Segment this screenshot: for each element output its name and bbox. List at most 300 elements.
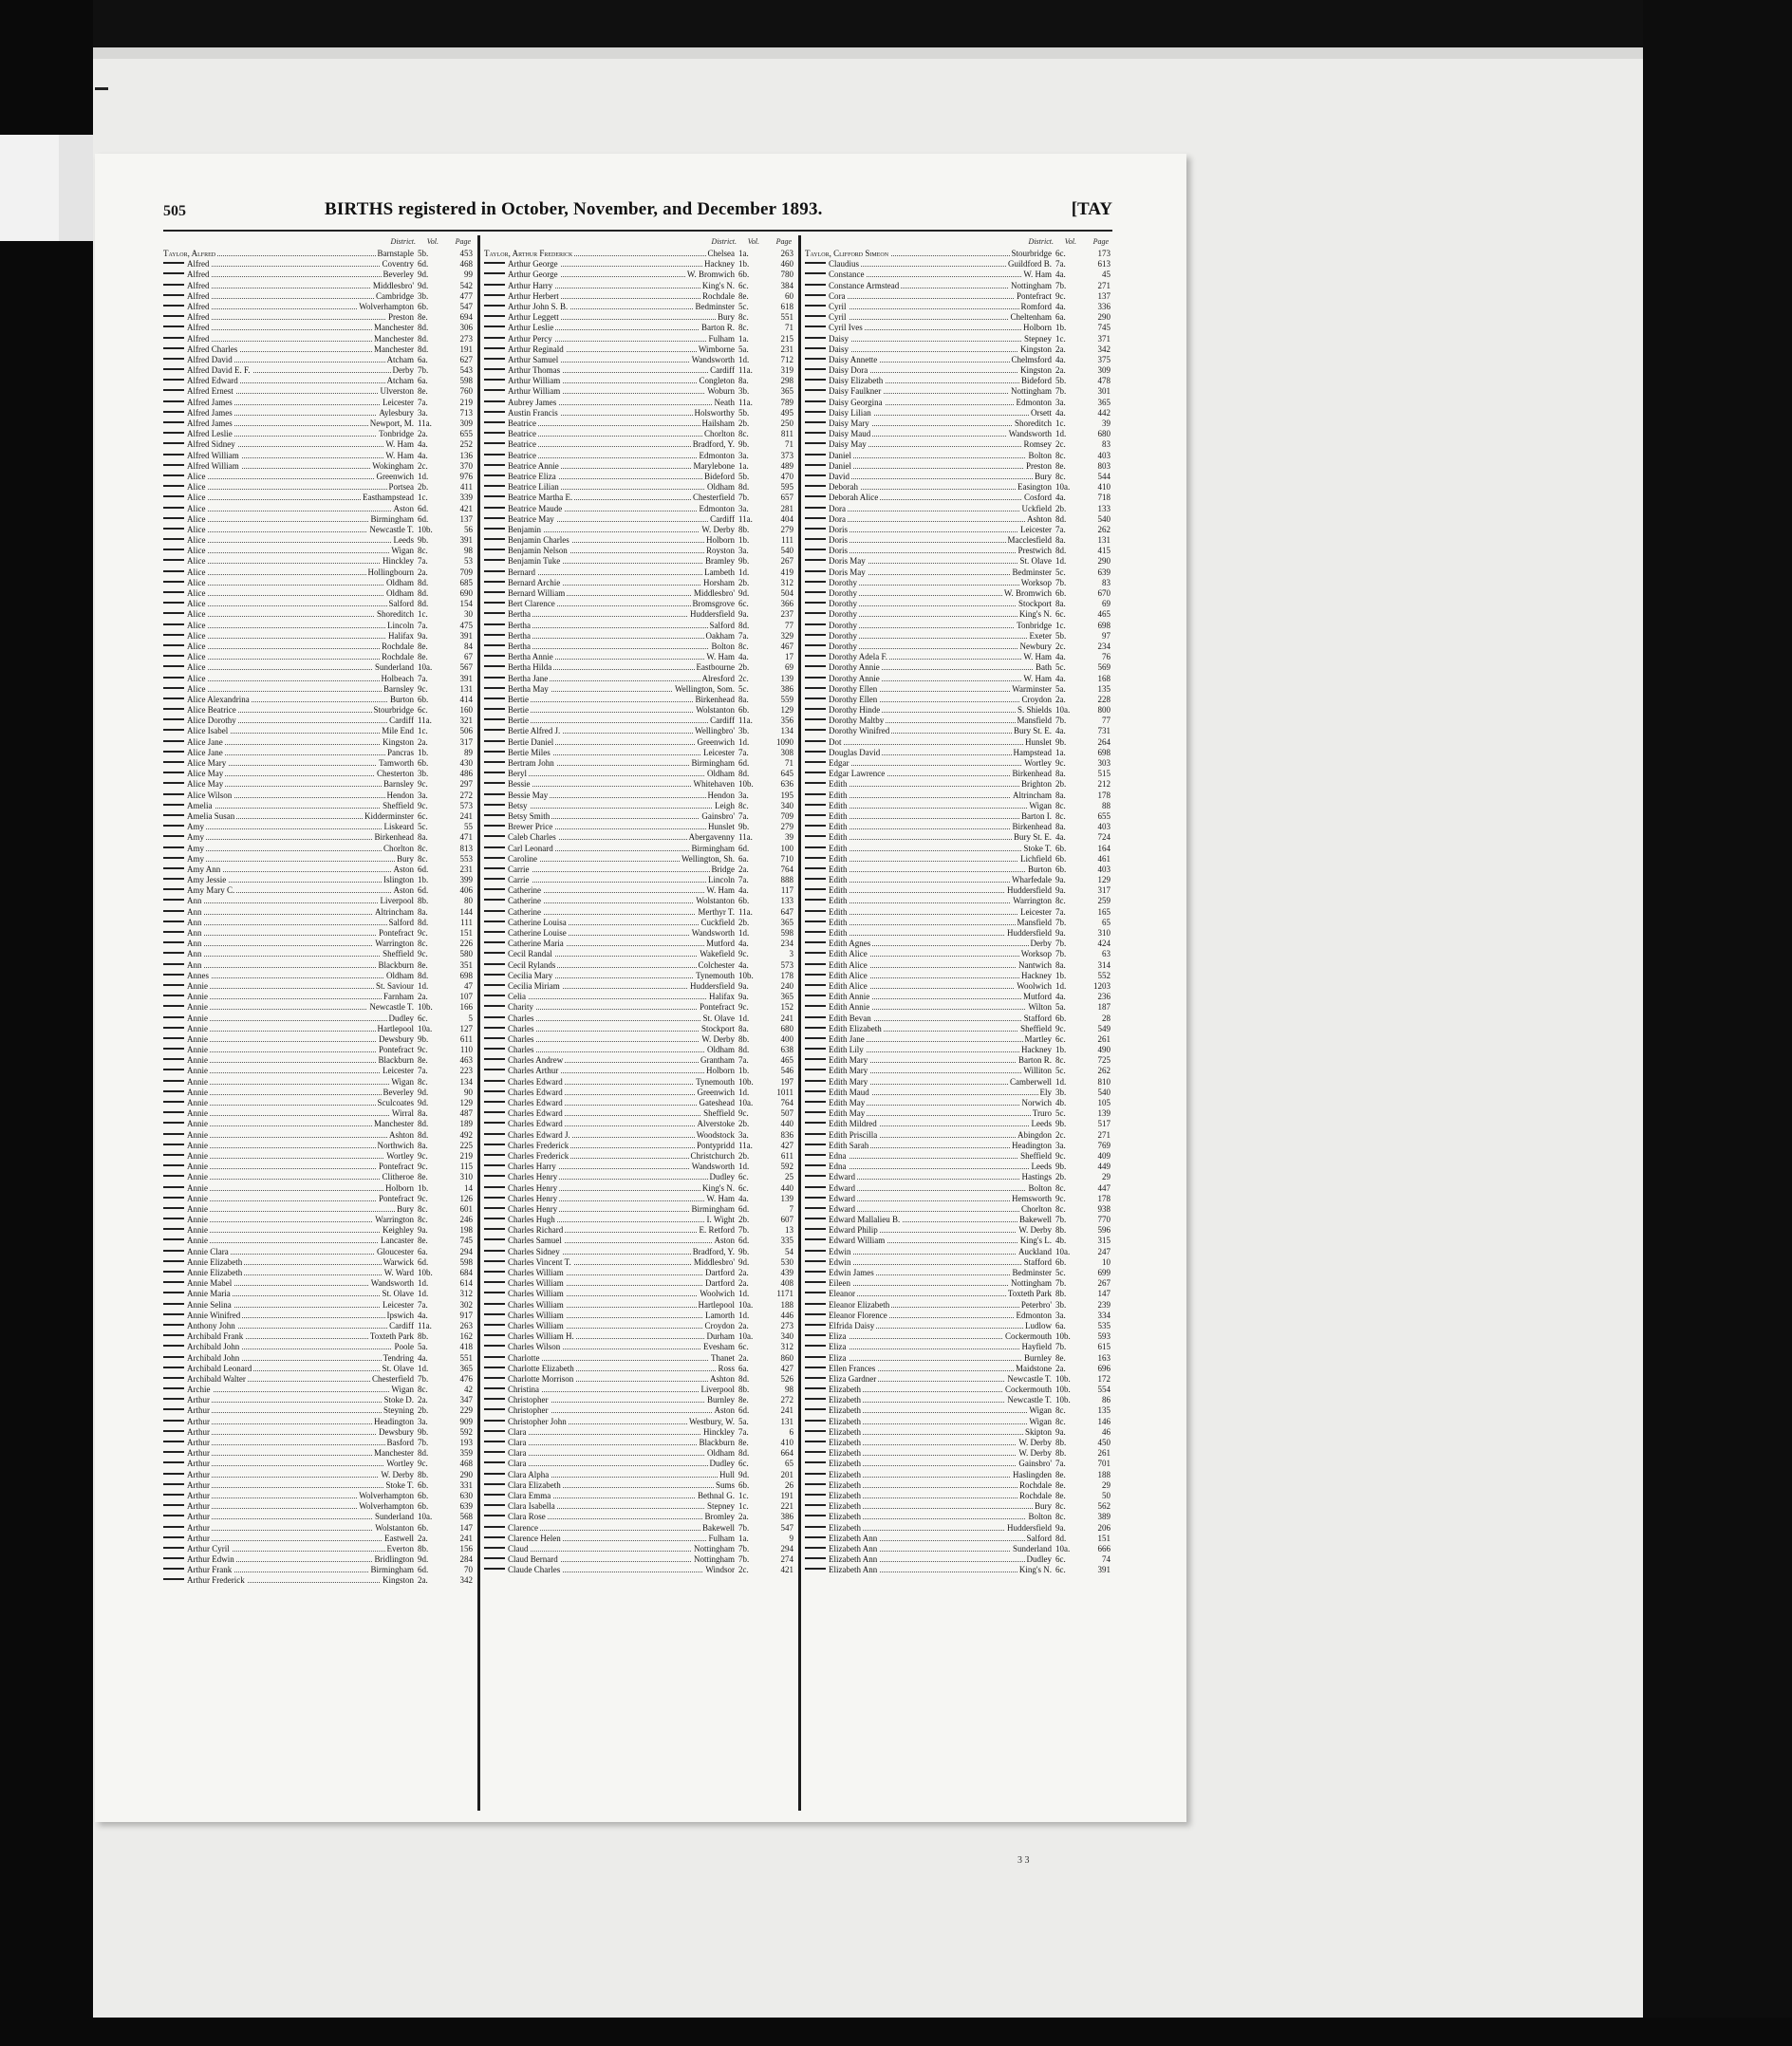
- entry-volume: 2a.: [418, 992, 428, 1002]
- ditto-dash: [163, 1090, 184, 1092]
- entry-page: 135: [1097, 683, 1111, 694]
- entry-name: [805, 1491, 863, 1501]
- entry-name: [484, 259, 560, 270]
- entry-district: Newbury: [1019, 641, 1052, 651]
- ditto-dash: [805, 1557, 826, 1559]
- register-entry: [163, 1405, 475, 1416]
- register-entry: [805, 896, 1112, 906]
- entry-volume: 6a.: [738, 853, 749, 864]
- entry-volume: 2b.: [418, 1405, 429, 1416]
- entry-district: W. Bromwich: [686, 270, 735, 280]
- entry-given-name: Clara: [508, 1459, 527, 1469]
- ditto-dash: [163, 1568, 184, 1570]
- entry-given-name: Benjamin Nelson: [508, 546, 568, 556]
- entry-name: [163, 631, 208, 642]
- register-entry: [163, 546, 475, 556]
- entry-volume: 2b.: [738, 418, 750, 428]
- entry-district: Chelsea: [707, 249, 735, 258]
- entry-volume: 2a.: [738, 1268, 749, 1277]
- register-entry: [163, 1331, 475, 1342]
- entry-name: [484, 312, 561, 323]
- entry-district: Rochdale: [382, 641, 414, 651]
- ditto-dash: [484, 1430, 505, 1432]
- entry-district: Wolverhampton: [359, 301, 414, 311]
- entry-given-name: Cyril: [829, 301, 847, 311]
- entry-name: [805, 344, 850, 355]
- entry-district: Gateshead: [699, 1098, 735, 1107]
- entry-volume: 1b.: [418, 875, 429, 885]
- register-entry: [484, 1364, 795, 1374]
- entry-name: [805, 726, 891, 736]
- entry-volume: 10a.: [1055, 1246, 1071, 1256]
- entry-volume: 1d.: [738, 354, 750, 364]
- entry-name: [484, 386, 562, 397]
- entry-district: Bolton: [1028, 450, 1052, 460]
- entry-page: 710: [780, 853, 793, 864]
- entry-given-name: Daisy Lilian: [829, 407, 871, 418]
- entry-page: 272: [780, 1395, 793, 1405]
- register-entry: [805, 355, 1112, 365]
- entry-page: 84: [464, 641, 473, 651]
- entry-name: [805, 854, 849, 865]
- entry-district: Sheffield: [383, 949, 414, 959]
- entry-volume: 8d.: [738, 769, 750, 779]
- column-header: [163, 235, 475, 249]
- entry-page: 655: [459, 429, 473, 439]
- register-entry: [484, 281, 795, 291]
- entry-given-name: Annes: [187, 970, 209, 980]
- entry-name: [805, 535, 849, 546]
- entry-given-name: Charles Edward: [508, 1119, 563, 1129]
- entry-given-name: Alice Beatrice: [187, 705, 236, 716]
- entry-district: Rochdale: [1019, 1479, 1052, 1490]
- register-entry: [484, 270, 795, 280]
- entry-page: 764: [780, 864, 793, 874]
- entry-page: 547: [459, 301, 473, 311]
- entry-volume: 7a.: [418, 1066, 428, 1076]
- register-entry: [805, 621, 1112, 631]
- register-entry: [805, 695, 1112, 705]
- register-entry: [805, 875, 1112, 885]
- entry-volume: 9c.: [1055, 758, 1066, 768]
- entry-volume: 8c.: [1055, 1512, 1066, 1522]
- entry-given-name: Edith: [829, 864, 848, 874]
- ditto-dash: [163, 1292, 184, 1293]
- entry-given-name: Alfred Sidney: [187, 439, 235, 450]
- register-entry: [163, 1289, 475, 1299]
- entry-volume: 6d.: [418, 1565, 429, 1575]
- ditto-dash: [805, 1451, 826, 1453]
- entry-page: 639: [1097, 567, 1111, 577]
- register-entry: [484, 1480, 795, 1491]
- register-entry: [484, 631, 795, 642]
- entry-given-name: Dorothy Hinde: [829, 705, 881, 716]
- entry-given-name: Cecilia Miriam: [508, 980, 560, 991]
- entry-volume: 2c.: [738, 1565, 749, 1575]
- entry-volume: 7b.: [1055, 917, 1067, 927]
- register-entry: [484, 1247, 795, 1257]
- ditto-dash: [163, 464, 184, 466]
- entry-given-name: Annie: [187, 1150, 208, 1161]
- entry-district: Farnham: [383, 992, 414, 1002]
- entry-district: Hailsham: [701, 418, 735, 428]
- entry-volume: 9c.: [418, 800, 428, 810]
- entry-district: Greenwich: [376, 471, 414, 481]
- register-entry: [163, 1077, 475, 1088]
- entry-given-name: Charles Richard: [508, 1225, 564, 1236]
- register-entry: [163, 1554, 475, 1565]
- register-entry: [805, 1417, 1112, 1427]
- entry-page: 317: [459, 736, 473, 747]
- entry-name: [163, 971, 211, 981]
- entry-page: 83: [1102, 439, 1111, 450]
- entry-volume: 2c.: [1055, 439, 1066, 450]
- entry-name: [805, 1342, 849, 1352]
- ditto-dash: [163, 1526, 184, 1528]
- entry-given-name: Alice: [187, 535, 206, 546]
- entry-given-name: Carl Leonard: [508, 843, 553, 853]
- entry-given-name: Edwin James: [829, 1268, 874, 1277]
- register-entry: [805, 1554, 1112, 1565]
- entry-name: [163, 1575, 247, 1586]
- ditto-dash: [484, 1441, 505, 1442]
- header-rule: [163, 230, 1112, 232]
- entry-district: Liskeard: [383, 822, 414, 832]
- register-entry: [805, 1427, 1112, 1438]
- entry-page: 439: [780, 1268, 793, 1277]
- entry-district: Toxteth Park: [369, 1331, 414, 1342]
- ditto-dash: [163, 442, 184, 444]
- entry-page: 607: [780, 1215, 793, 1225]
- entry-name: [805, 588, 859, 599]
- ditto-dash: [484, 729, 505, 731]
- ditto-dash: [163, 1536, 184, 1538]
- ditto-dash: [163, 1461, 184, 1463]
- entry-district: Everton: [386, 1543, 414, 1553]
- entry-page: 107: [459, 992, 473, 1002]
- register-entry: [484, 408, 795, 418]
- register-page: [95, 154, 1186, 1866]
- entry-page: 30: [464, 609, 473, 620]
- ditto-dash: [163, 1494, 184, 1496]
- entry-given-name: Ellen Frances: [829, 1363, 876, 1373]
- entry-name: [805, 1183, 857, 1194]
- entry-name: [484, 1014, 536, 1024]
- entry-page: 5: [468, 1013, 473, 1023]
- entry-district: Gainsbro': [701, 810, 735, 821]
- ditto-dash: [484, 538, 505, 540]
- register-entry: [484, 504, 795, 514]
- entry-district: Huddersfield: [690, 980, 735, 991]
- register-entry: [484, 1204, 795, 1215]
- entry-volume: 2a.: [418, 1533, 428, 1543]
- register-entry: [484, 1172, 795, 1182]
- entry-district: Salford: [388, 599, 414, 609]
- entry-given-name: Beatrice Annie: [508, 460, 559, 471]
- entry-page: 26: [785, 1479, 793, 1490]
- entry-name: [805, 1268, 876, 1278]
- entry-name: [163, 1342, 241, 1352]
- entry-volume: 8b.: [738, 524, 750, 534]
- entry-district: Bridlington: [374, 1554, 414, 1565]
- entry-given-name: Charles Wilson: [508, 1342, 561, 1352]
- entry-district: Huddersfield: [1007, 885, 1052, 896]
- ditto-dash: [805, 507, 826, 509]
- entry-district: W. Ham: [1023, 673, 1052, 683]
- entry-page: 263: [780, 249, 793, 258]
- entry-page: 111: [781, 535, 793, 546]
- scan-top-edge: [93, 47, 1643, 59]
- entry-given-name: Beatrice: [508, 450, 536, 460]
- entry-given-name: Benjamin Tuke: [508, 556, 561, 567]
- entry-given-name: Cecil Randal: [508, 949, 552, 959]
- entry-given-name: Catherine Maria: [508, 939, 564, 949]
- register-entry: [805, 599, 1112, 609]
- entry-page: 261: [1097, 1033, 1111, 1044]
- entry-name: [805, 281, 901, 291]
- entry-page: 154: [459, 599, 473, 609]
- entry-district: Birkenhead: [374, 832, 414, 843]
- register-entry: [163, 429, 475, 439]
- entry-volume: 6c.: [738, 1182, 749, 1193]
- entry-name: [484, 249, 574, 259]
- ditto-dash: [805, 634, 826, 636]
- entry-district: Shoreditch: [1015, 418, 1052, 428]
- entry-page: 98: [785, 1385, 793, 1395]
- entry-given-name: Alfred William: [187, 450, 239, 460]
- entry-name: [484, 1331, 576, 1342]
- entry-volume: 1d.: [418, 980, 429, 991]
- column-header-page: Page: [775, 237, 792, 246]
- ditto-dash: [484, 528, 505, 530]
- register-entry: [805, 525, 1112, 535]
- register-entry: [484, 1300, 795, 1311]
- entry-page: 655: [1097, 810, 1111, 821]
- entry-volume: 1d.: [738, 567, 750, 577]
- entry-page: 440: [780, 1119, 793, 1129]
- entry-page: 410: [1097, 482, 1111, 493]
- ditto-dash: [484, 262, 505, 264]
- entry-given-name: Dorothy Ellen: [829, 683, 878, 694]
- entry-list: [805, 249, 1112, 1575]
- entry-district: Grantham: [700, 1055, 735, 1066]
- entry-district: Cardiff: [710, 716, 735, 726]
- ditto-dash: [484, 761, 505, 763]
- entry-district: Lichfield: [1020, 853, 1052, 864]
- register-entry: [163, 1575, 475, 1586]
- entry-volume: 11a.: [738, 832, 753, 843]
- entry-page: 273: [780, 1320, 793, 1330]
- entry-name: [484, 482, 561, 493]
- entry-volume: 7b.: [1055, 949, 1067, 959]
- dot-leader: [167, 902, 414, 903]
- entry-given-name: Edith Sarah: [829, 1140, 869, 1150]
- entry-district: Sheffield: [1020, 1150, 1052, 1161]
- entry-given-name: Cyril: [829, 312, 847, 323]
- entry-page: 724: [1097, 832, 1111, 843]
- entry-name: [484, 439, 538, 450]
- entry-volume: 9b.: [418, 1033, 429, 1044]
- entry-volume: 8d.: [738, 620, 750, 630]
- entry-name: [805, 1300, 891, 1311]
- entry-page: 115: [459, 1162, 473, 1172]
- entry-page: 197: [780, 1076, 793, 1087]
- entry-volume: 4a.: [738, 959, 749, 970]
- entry-given-name: Annie: [187, 1023, 208, 1033]
- entry-page: 152: [780, 1002, 793, 1013]
- entry-district: Hull: [719, 1469, 735, 1479]
- entry-volume: 3a.: [738, 1129, 749, 1140]
- register-entry: [484, 844, 795, 854]
- entry-volume: 6d.: [418, 503, 429, 513]
- entry-name: [805, 1501, 863, 1512]
- entry-district: Leicester: [383, 1066, 414, 1076]
- entry-name: [805, 875, 849, 885]
- ditto-dash: [805, 782, 826, 784]
- entry-given-name: Doris: [829, 535, 848, 546]
- entry-name: [163, 716, 238, 726]
- entry-given-name: Alfred Leslie: [187, 429, 233, 439]
- ditto-dash: [805, 1271, 826, 1273]
- entry-name: [484, 451, 538, 461]
- entry-name: [163, 662, 208, 673]
- entry-page: 547: [780, 1522, 793, 1533]
- entry-name: [805, 822, 849, 832]
- entry-volume: 10b.: [1055, 1395, 1071, 1405]
- entry-district: Chesterfield: [693, 493, 735, 503]
- entry-given-name: Bertha: [508, 609, 531, 620]
- entry-name: [484, 1108, 565, 1119]
- register-entry: [163, 1438, 475, 1448]
- entry-given-name: Claude Charles: [508, 1565, 561, 1575]
- entry-name: [163, 249, 217, 259]
- entry-volume: 7a.: [1055, 906, 1066, 917]
- entry-name: [163, 960, 204, 971]
- entry-name: [484, 1119, 565, 1129]
- entry-district: Newport, M.: [369, 418, 414, 428]
- entry-district: Leicester: [383, 1299, 414, 1310]
- entry-volume: 3b.: [738, 726, 750, 736]
- entry-district: Clitheroe: [382, 1172, 414, 1182]
- entry-page: 613: [1097, 259, 1111, 270]
- entry-district: Wellington, Som.: [674, 683, 735, 694]
- register-entry: [484, 737, 795, 748]
- register-entry: [163, 451, 475, 461]
- entry-district: Middlesbro': [693, 588, 735, 598]
- register-entry: [484, 726, 795, 736]
- entry-name: [163, 355, 234, 365]
- register-entry: [805, 832, 1112, 843]
- entry-district: Sunderland: [375, 1512, 414, 1522]
- entry-district: Wigan: [391, 1385, 414, 1395]
- entry-page: 399: [459, 875, 473, 885]
- ditto-dash: [484, 1037, 505, 1039]
- entry-given-name: Alice: [187, 556, 206, 567]
- entry-page: 215: [780, 333, 793, 344]
- entry-name: [484, 769, 529, 779]
- ditto-dash: [805, 1154, 826, 1156]
- entry-given-name: Annie: [187, 992, 208, 1002]
- entry-given-name: Charles William: [508, 1289, 564, 1299]
- entry-given-name: Arthur: [187, 1405, 210, 1416]
- entry-given-name: Dorothy: [829, 620, 857, 630]
- entry-volume: 7b.: [418, 1373, 429, 1384]
- ditto-dash: [805, 1324, 826, 1326]
- entry-volume: 6d.: [738, 1236, 750, 1246]
- entry-name: [163, 291, 212, 302]
- register-entry: [484, 259, 795, 270]
- entry-given-name: Clarence: [508, 1522, 538, 1533]
- entry-name: [805, 1534, 879, 1544]
- register-entry: [805, 642, 1112, 652]
- entry-name: [484, 588, 567, 599]
- ditto-dash: [484, 591, 505, 593]
- entry-name: [805, 418, 871, 429]
- entry-name: [484, 1438, 529, 1448]
- entry-volume: 4b.: [1055, 1236, 1067, 1246]
- entry-given-name: Charles: [508, 1045, 534, 1055]
- entry-volume: 8e.: [418, 1055, 428, 1066]
- entry-volume: 9c.: [738, 949, 749, 959]
- entry-name: [805, 270, 867, 280]
- entry-given-name: Beatrice Eliza: [508, 471, 556, 481]
- entry-name: [484, 1002, 535, 1013]
- entry-name: [163, 546, 208, 556]
- ditto-dash: [484, 1218, 505, 1219]
- register-entry: [163, 1183, 475, 1194]
- entry-district: Chorlton: [383, 843, 414, 853]
- ditto-dash: [805, 411, 826, 413]
- entry-page: 47: [464, 980, 473, 991]
- entry-name: [484, 1427, 529, 1438]
- entry-volume: 6c.: [738, 599, 749, 609]
- entry-district: Sunderland: [375, 662, 414, 673]
- entry-given-name: Charles Henry: [508, 1172, 558, 1182]
- entry-volume: 8b.: [418, 1469, 429, 1479]
- entry-page: 329: [780, 630, 793, 641]
- ditto-dash: [163, 411, 184, 413]
- entry-name: [484, 1501, 557, 1512]
- entry-page: 46: [1102, 1426, 1111, 1437]
- entry-volume: 8e.: [738, 1395, 749, 1405]
- entry-district: Barton R.: [701, 323, 735, 333]
- ditto-dash: [484, 454, 505, 456]
- entry-volume: 1c.: [738, 1501, 749, 1512]
- entry-given-name: Eliza: [829, 1331, 847, 1342]
- entry-name: [805, 1364, 877, 1374]
- entry-given-name: Bertha Annie: [508, 652, 553, 662]
- entry-name: [805, 981, 869, 992]
- entry-volume: 6b.: [1055, 1013, 1067, 1023]
- entry-name: [163, 1194, 210, 1204]
- register-entry: [805, 822, 1112, 832]
- entry-district: Salford: [388, 917, 414, 927]
- entry-page: 69: [785, 662, 793, 673]
- entry-name: [163, 1045, 210, 1055]
- entry-list: [163, 249, 475, 1587]
- register-entry: [805, 609, 1112, 620]
- entry-volume: 8e.: [1055, 1490, 1066, 1500]
- entry-page: 229: [459, 1405, 473, 1416]
- entry-page: 698: [1097, 620, 1111, 630]
- entry-volume: 2b.: [1055, 779, 1067, 790]
- entry-given-name: Alfred Ernest: [187, 386, 233, 397]
- entry-name: [805, 1024, 884, 1034]
- entry-given-name: Arthur: [187, 1501, 210, 1512]
- entry-name: [163, 1162, 210, 1172]
- entry-volume: 6b.: [738, 1479, 750, 1490]
- entry-page: 567: [459, 662, 473, 673]
